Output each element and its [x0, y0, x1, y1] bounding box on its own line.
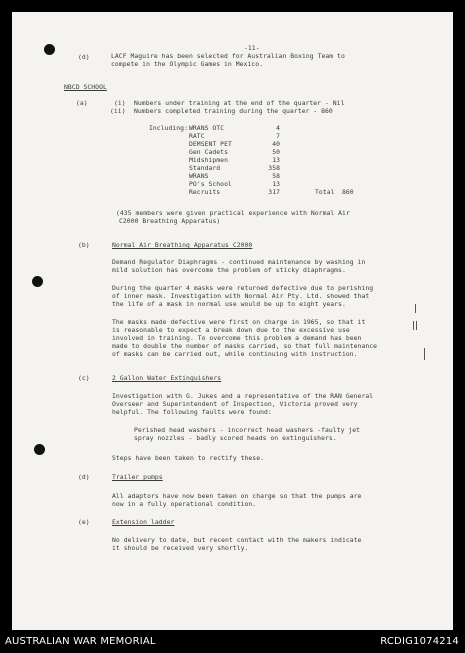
breakdown-name: Gen Cadets — [189, 148, 228, 156]
item-label: (b) — [78, 241, 90, 249]
section-heading: NBCD SCHOOL — [64, 83, 107, 91]
paragraph-line: the life of a mask in normal use would be up to eight years. — [112, 300, 346, 308]
breakdown-value: 13 — [272, 156, 280, 164]
item-sublabel: (ii) — [110, 107, 126, 115]
item-label: (a) — [76, 99, 88, 107]
fault-line: Perished head washers - incorrect head washers -faulty jet — [134, 426, 361, 434]
footer-record-id: RCDIG1074214 — [380, 636, 459, 647]
margin-mark — [416, 321, 417, 330]
margin-mark — [413, 321, 414, 330]
paragraph-line: During the quarter 4 masks were returned defective due to perishing — [112, 284, 374, 292]
subsection-heading: Normal Air Breathing Apparatus C2000 — [112, 241, 253, 249]
archive-footer — [0, 630, 465, 653]
breakdown-value: 358 — [268, 164, 280, 172]
breakdown-name: WRANS OTC — [189, 124, 225, 132]
margin-mark — [415, 304, 416, 313]
paragraph-line: All adaptors have now been taken on charge so that the pumps are — [112, 492, 362, 500]
breakdown-value: 58 — [272, 172, 280, 180]
including-label: Including: — [149, 124, 188, 132]
paragraph-line: of inner mask. Investigation with Normal Air Pty. Ltd. showed that — [112, 292, 370, 300]
breakdown-name: PO's School — [189, 180, 232, 188]
breakdown-value: 317 — [268, 188, 280, 196]
subsection-heading: 2 Gallon Water Extinguishers — [112, 374, 222, 382]
paragraph-line: mild solution has overcome the problem of sticky diaphragms. — [112, 266, 346, 274]
breakdown-name: DEMSENT PET — [189, 140, 232, 148]
paragraph-line: Investigation with G. Jukes and a representative of the RAN General — [112, 392, 374, 400]
note-line: C2000 Breathing Apparatus) — [119, 217, 221, 225]
breakdown-name: Standard — [189, 164, 221, 172]
paragraph-line: Demand Regulator Diaphragms - continued maintenance by washing in — [112, 258, 366, 266]
document-page — [12, 12, 453, 630]
item-sublabel: (i) — [114, 99, 126, 107]
paragraph-line: is reasonable to expect a break down due to the excessive use — [112, 326, 350, 334]
breakdown-name: RATC — [189, 132, 205, 140]
item-label: (d) — [78, 53, 90, 61]
breakdown-name: Midshipmen — [189, 156, 228, 164]
page-number: -11- — [244, 44, 260, 52]
punch-hole — [32, 276, 43, 287]
subsection-heading: Extension ladder — [112, 518, 175, 526]
paragraph-line: Overseer and Superintendent of Inspection, Victoria proved very — [112, 400, 358, 408]
breakdown-value: 13 — [272, 180, 280, 188]
breakdown-name: WRANS — [189, 172, 209, 180]
item-label: (d) — [78, 473, 90, 481]
footer-institution: AUSTRALIAN WAR MEMORIAL — [5, 636, 156, 647]
note-line: (435 members were given practical experience with Normal Air — [116, 209, 350, 217]
paragraph-line: Numbers under training at the end of the quarter - Nil — [134, 99, 345, 107]
paragraph-line: helpful. The following faults were found: — [112, 408, 272, 416]
subsection-heading: Trailer pumps — [112, 473, 163, 481]
paragraph-line: now in a fully operational condition. — [112, 500, 257, 508]
paragraph-line: Numbers completed training during the quarter - 860 — [134, 107, 333, 115]
paragraph-line: compete in the Olympic Games in Mexico. — [111, 60, 264, 68]
paragraph-line: involved in training. To overcome this problem a demand has been — [112, 334, 362, 342]
total-value: 860 — [342, 188, 354, 196]
item-label: (c) — [78, 374, 90, 382]
paragraph-line: The masks made defective were first on charge in 1965, so that it — [112, 318, 366, 326]
total-label: Total — [315, 188, 335, 196]
punch-hole — [44, 44, 55, 55]
paragraph-line: No delivery to date, but recent contact with the makers indicate — [112, 536, 362, 544]
punch-hole — [34, 444, 45, 455]
paragraph-line: it should be received very shortly. — [112, 544, 249, 552]
breakdown-value: 40 — [272, 140, 280, 148]
item-label: (e) — [78, 518, 90, 526]
breakdown-name: Recruits — [189, 188, 221, 196]
paragraph-line: made to double the number of masks carried, so that full maintenance — [112, 342, 378, 350]
breakdown-value: 7 — [276, 132, 280, 140]
paragraph-line: Steps have been taken to rectify these. — [112, 454, 265, 462]
breakdown-value: 4 — [276, 124, 280, 132]
paragraph-line: of masks can be carried out, while continuing with instruction. — [112, 350, 358, 358]
fault-line: spray nozzles - badly scored heads on extinguishers. — [134, 434, 337, 442]
margin-mark — [424, 348, 425, 360]
breakdown-value: 50 — [272, 148, 280, 156]
paragraph-line: LACF Maguire has been selected for Australian Boxing Team to — [111, 52, 345, 60]
